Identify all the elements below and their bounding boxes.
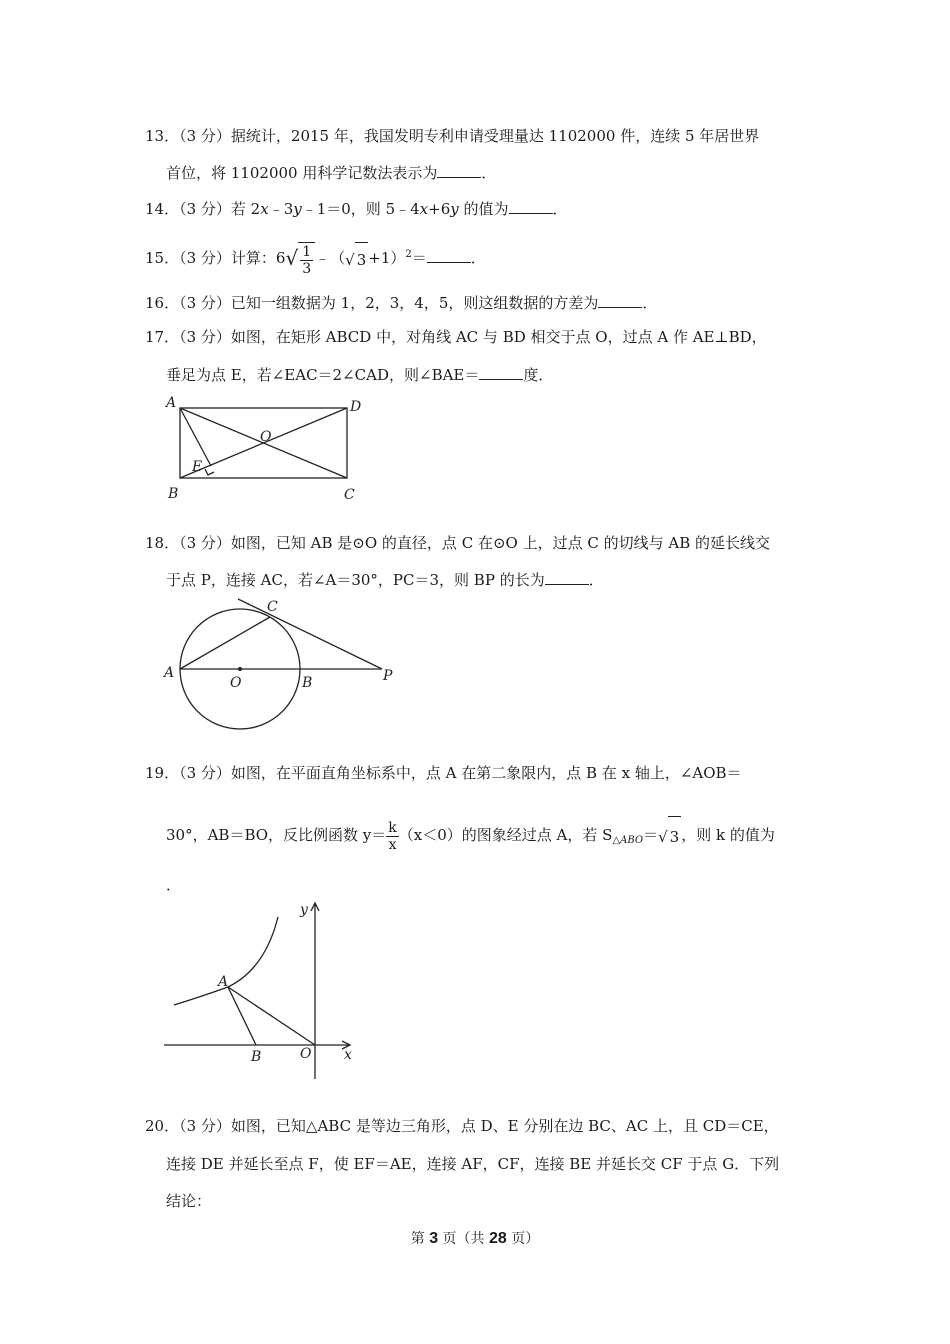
q17-line2 [166,365,553,385]
q18-number: 18． [145,534,180,552]
label-a: A [218,974,229,990]
frac-denominator: x [388,836,397,853]
q16-number: 16． [145,294,180,312]
sqrt-three: √ 3 [658,816,681,857]
page-footer [0,1228,950,1248]
segment-ac [180,617,270,669]
q15-pre: （3 分）计算：6 [179,249,286,267]
label-o: O [230,675,242,691]
q20-line3 [166,1191,211,1211]
q19-text: （3 分）如图，在平面直角坐标系中，点 A 在第二象限内，点 B 在 x 轴上，∠AOB＝ [179,764,742,782]
q15-number: 15． [145,249,180,267]
q15-line [145,238,486,277]
q20-line2 [166,1154,779,1174]
q13-text: （3 分）据统计，2015 年，我国发明专利申请受理量达 1102000 件，连续 5 年居世界 [179,127,760,145]
tangent-cp [238,599,382,669]
q16-line [145,293,657,313]
radicand: 3 [355,242,369,277]
sqrt-one-third: √ $\frac{1}{3}$ [285,241,315,278]
q18-circle-figure [160,595,410,740]
q19-line1 [145,763,742,783]
q20-text-2: 连接 DE 并延长至点 F，使 EF＝AE，连接 AF，CF，连接 BE 并延长交 CF 于点 G．下列 [166,1155,780,1173]
q17-line1 [145,327,767,347]
footer-pre: 第 [410,1231,430,1247]
frac-numerator: k [388,819,397,836]
q14-var-y: y [293,200,302,218]
q15-eq: ＝ [411,249,427,267]
label-o: O [300,1046,312,1062]
fraction-k-over-x [386,820,398,853]
q14-line [145,199,568,219]
q17-text: （3 分）如图，在矩形 ABCD 中，对角线 AC 与 BD 相交于点 O，过点 A 作 AE⊥BD， [179,328,767,346]
q19-line3 [166,875,181,895]
q19-text-2c: ＝ [643,826,659,844]
exponent: 2 [405,249,412,260]
label-p: P [383,668,393,684]
q13-text-2: 首位，将 1102000 用科学记数法表示为 [166,164,438,182]
q18-line1 [145,533,770,553]
q18-text-2: 于点 P，连接 AC，若∠A＝30°，PC＝3，则 BP 的长为 [166,571,545,589]
answer-blank [545,570,589,585]
q14-var-y2: y [450,200,459,218]
answer-blank [598,293,642,308]
q19-line2 [166,815,775,861]
answer-blank [509,199,553,214]
q17-end: 度． [523,366,554,384]
page-number: 3 [429,1230,439,1247]
segment-ao [228,987,315,1045]
q19-text-3: ． [166,876,182,894]
answer-blank [479,365,523,380]
q14-mid3: +6 [428,200,451,218]
label-b: B [302,675,313,691]
label-c: C [267,599,278,615]
q13-line1 [145,126,759,146]
sqrt-three: √ 3 [345,242,368,277]
total-pages: 28 [489,1230,507,1247]
label-e: E [192,459,203,475]
q15-mid: ﹣（ [315,249,346,267]
q20-number: 20． [145,1117,180,1135]
label-a: A [164,665,175,681]
center-dot [238,667,242,671]
q13-number: 13． [145,127,180,145]
q19-text-2d: ，则 k 的值为 [681,826,775,844]
q17-text-2: 垂足为点 E，若∠EAC＝2∠CAD，则∠BAE＝ [166,366,480,384]
radicand: 3 [668,816,682,857]
hyperbola-curve [174,917,278,1005]
q14-var-x: x [260,200,269,218]
q19-text-2a: 30°，AB＝BO，反比例函数 y＝ [166,826,387,844]
q15-post: +1） [368,249,406,267]
q14-pre: （3 分）若 2 [179,200,261,218]
q18-text: （3 分）如图，已知 AB 是⊙O 的直径，点 C 在⊙O 上，过点 C 的切线与 AB 的延长线交 [179,534,770,552]
q13-line2 [166,163,496,183]
q14-mid1: ﹣3 [268,200,294,218]
q16-end: ． [642,294,658,312]
q19-text-2b: （x＜0）的图象经过点 A，若 S [398,826,613,844]
label-b: B [168,486,179,502]
q20-text-3: 结论： [166,1192,212,1210]
frac-denominator: 3 [302,261,312,278]
q14-var-x2: x [419,200,429,218]
q15-end: ． [470,249,486,267]
answer-blank [437,163,481,178]
q20-line1 [145,1116,779,1136]
segment-ae [180,408,211,466]
label-b: B [251,1049,262,1065]
q14-mid2: ﹣1＝0，则 5﹣4 [301,200,420,218]
q20-text: （3 分）如图，已知△ABC 是等边三角形，点 D、E 分别在边 BC、AC 上，且 CD＝CE， [179,1117,779,1135]
label-x: x [344,1047,352,1063]
q17-rectangle-figure [160,392,370,507]
right-angle-mark [205,469,214,475]
q18-end: ． [588,571,604,589]
q14-number: 14． [145,200,180,218]
label-d: D [350,399,362,415]
footer-post: 页） [506,1231,540,1247]
q17-number: 17． [145,328,180,346]
label-y: y [300,902,308,918]
q18-line2 [166,570,604,590]
q14-end: ． [552,200,568,218]
q19-coordinate-figure [160,897,370,1087]
q19-number: 19． [145,764,180,782]
q16-text: （3 分）已知一组数据为 1，2，3，4，5，则这组数据的方差为 [179,294,599,312]
q13-end: ． [481,164,497,182]
label-a: A [166,395,177,411]
label-o: O [260,429,272,445]
q14-post: 的值为 [458,200,509,218]
answer-blank [427,248,471,263]
subscript-abo: △ABO [612,835,644,846]
frac-numerator: 1 [302,244,312,261]
footer-mid: 页（共 [438,1231,489,1247]
label-c: C [344,487,355,503]
